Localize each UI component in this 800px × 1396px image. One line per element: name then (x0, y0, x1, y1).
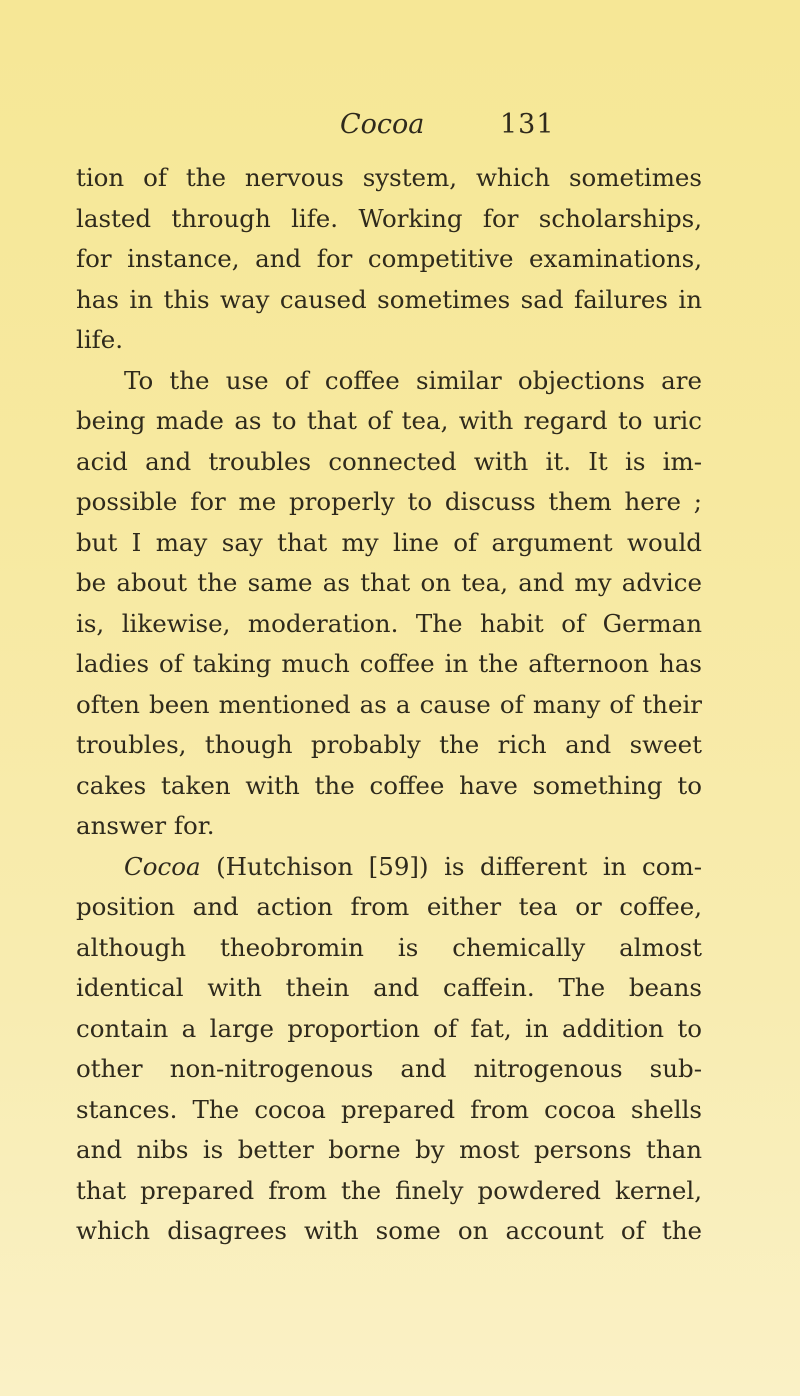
text-line: troubles, though probably the rich and sweet (76, 730, 702, 759)
text-line: and nibs is better borne by most persons than (76, 1135, 702, 1164)
text-line: position and action from either tea or coffee, (76, 892, 702, 921)
text-line: lasted through life. Working for scholarships, (76, 203, 702, 233)
text-line: cakes taken with the coffee have something to (76, 770, 702, 800)
text-line: other non-nitrogenous and nitrogenous sub- (76, 1054, 702, 1083)
text-line: life. (76, 325, 124, 354)
text-line: has in this way caused sometimes sad failures in (76, 284, 702, 314)
text-line-rest: (Hutchison [59]) is different in com- (200, 851, 702, 881)
text-line: stances. The cocoa prepared from cocoa shells (76, 1094, 702, 1124)
text-line: which disagrees with some on account of the (76, 1216, 702, 1245)
text-line: although theobromin is chemically almost (76, 932, 702, 962)
text-line: acid and troubles connected with it. It is im- (76, 446, 702, 476)
running-head-title: Cocoa (340, 109, 425, 140)
text-line: contain a large proportion of fat, in addition to (76, 1013, 702, 1043)
paragraph-start-line: To the use of coffee similar objections are (124, 365, 702, 395)
text-line: identical with thein and caffein. The beans (76, 973, 702, 1002)
text-line: being made as to that of tea, with regard to uric (76, 406, 702, 435)
text-line: often been mentioned as a cause of many of their (76, 689, 702, 719)
page-number: 131 (500, 109, 555, 140)
text-line: tion of the nervous system, which sometimes (76, 163, 702, 192)
text-line: ladies of taking much coffee in the afternoon has (76, 649, 702, 678)
paragraph-start-line (76, 847, 702, 888)
text-line: for instance, and for competitive examinations, (76, 244, 702, 273)
text-line: but I may say that my line of argument would (76, 527, 702, 557)
text-line: be about the same as that on tea, and my advice (76, 568, 702, 597)
text-line: answer for. (76, 811, 215, 840)
text-line: possible for me properly to discuss them here ; (76, 487, 702, 516)
italic-term: Cocoa (124, 851, 201, 881)
text-line: that prepared from the finely powdered kernel, (76, 1175, 702, 1205)
text-line: is, likewise, moderation. The habit of German (76, 608, 702, 638)
running-head (0, 108, 800, 148)
body-text (76, 158, 702, 1252)
